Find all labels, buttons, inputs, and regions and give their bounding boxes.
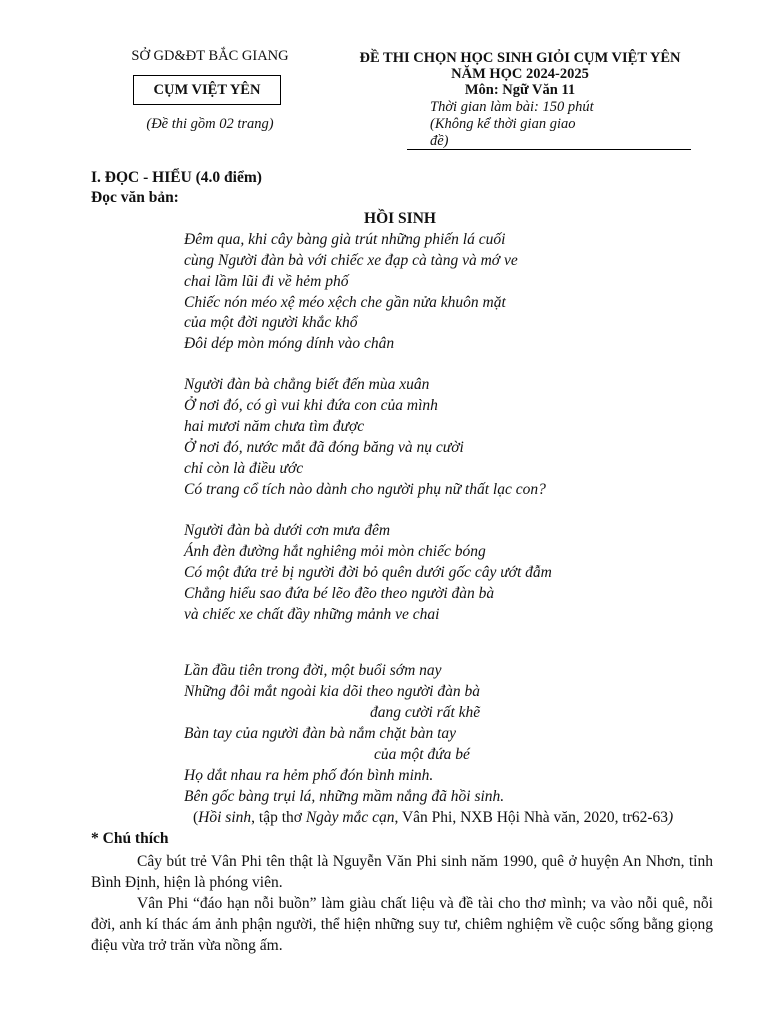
poem-line: Lần đầu tiên trong đời, một buổi sớm nay	[184, 662, 442, 679]
header-divider	[407, 149, 691, 150]
time-note	[430, 99, 610, 150]
poem-line: Những đôi mắt ngoài kia dõi theo người đàn bà	[184, 683, 480, 700]
poem-line: Đêm qua, khi cây bàng già trút những phiến lá cuối	[184, 231, 506, 248]
poem-line: Ở nơi đó, có gì vui khi đứa con của mình	[184, 397, 438, 414]
poem-line: Chiếc nón méo xệ méo xệch che gần nửa khuôn mặt	[184, 294, 506, 311]
source-poem-title: Hồi sinh	[198, 809, 252, 826]
poem-line: chai lầm lũi đi về hẻm phố	[184, 273, 349, 290]
poem-line: Người đàn bà dưới cơn mưa đêm	[184, 522, 391, 539]
poem-line: Ở nơi đó, nước mắt đã đóng băng và nụ cười	[184, 439, 464, 456]
notes-paragraph-2: Vân Phi “đáo hạn nỗi buồn” làm giàu chất liệu và đề tài cho thơ mình; va vào nỗi quê, nỗi đời, anh kí thác ám ảnh phận người, thể hiện những suy tư, chiêm nghiệm về cuộc sống bằng giọng điệu vừa trở trăn vừa nồng ấm.	[91, 895, 713, 954]
notes-heading: * Chú thích	[91, 830, 169, 847]
read-label: Đọc văn bản:	[91, 189, 179, 206]
source-details: , Vân Phi, NXB Hội Nhà văn, 2020, tr62-63	[394, 809, 669, 826]
poem-line: Đôi dép mòn móng dính vào chân	[184, 335, 395, 352]
poem-source	[193, 809, 673, 827]
poem-line: Có một đứa trẻ bị người đời bỏ quên dưới gốc cây ướt đẫm	[184, 564, 552, 581]
poem-line: của một đời người khắc khổ	[184, 314, 358, 331]
section-title: I. ĐỌC - HIỂU (4.0 điểm)	[91, 169, 262, 186]
source-open: (	[193, 809, 199, 826]
poem-line: Họ dắt nhau ra hẻm phố đón bình minh.	[184, 767, 434, 784]
poem-line: Người đàn bà chẳng biết đến mùa xuân	[184, 376, 430, 393]
department-name: SỞ GD&ĐT BẮC GIANG	[131, 48, 289, 64]
poem-line: Bàn tay của người đàn bà nắm chặt bàn tay	[184, 725, 457, 742]
cluster-name-box: CỤM VIỆT YÊN	[133, 75, 281, 105]
time-note-line2: (Không kể thời gian giao	[430, 116, 576, 132]
poem-line: Bên gốc bàng trụi lá, những mầm nắng đã hồi sinh.	[184, 788, 505, 805]
exam-title-line2: NĂM HỌC 2024-2025	[451, 66, 589, 82]
poem-line: hai mươi năm chưa tìm được	[184, 418, 365, 435]
time-note-line3: đề)	[430, 133, 449, 149]
pages-note: (Đề thi gồm 02 trang)	[146, 116, 274, 132]
poem-line: Chẳng hiểu sao đứa bé lẽo đẽo theo người đàn bà	[184, 585, 495, 602]
poem-line: chỉ còn là điều ước	[184, 460, 304, 477]
time-note-line1: Thời gian làm bài: 150 phút	[430, 99, 594, 115]
poem-line: Ánh đèn đường hắt nghiêng mỏi mòn chiếc bóng	[184, 543, 486, 560]
subject: Môn: Ngữ Văn 11	[464, 82, 576, 98]
poem-line: Có trang cổ tích nào dành cho người phụ nữ thất lạc con?	[184, 481, 546, 498]
source-mid1: , tập thơ	[251, 809, 306, 826]
poem-line: cùng Người đàn bà với chiếc xe đạp cà tàng và mớ ve	[184, 252, 518, 269]
poem-line: và chiếc xe chất đầy những mảnh ve chai	[184, 606, 440, 623]
notes-paragraph-1: Cây bút trẻ Vân Phi tên thật là Nguyễn Văn Phi sinh năm 1990, quê ở huyện An Nhơn, tỉnh Bình Định, hiện là phóng viên.	[91, 853, 713, 891]
exam-title	[330, 50, 710, 82]
source-collection: Ngày mắc cạn	[305, 809, 395, 826]
poem-title: HỒI SINH	[364, 210, 436, 227]
poem-line: của một đứa bé	[374, 746, 470, 763]
source-close: )	[668, 809, 674, 826]
exam-title-line1: ĐỀ THI CHỌN HỌC SINH GIỎI CỤM VIỆT YÊN	[359, 50, 681, 66]
poem-line: đang cười rất khẽ	[370, 704, 481, 721]
